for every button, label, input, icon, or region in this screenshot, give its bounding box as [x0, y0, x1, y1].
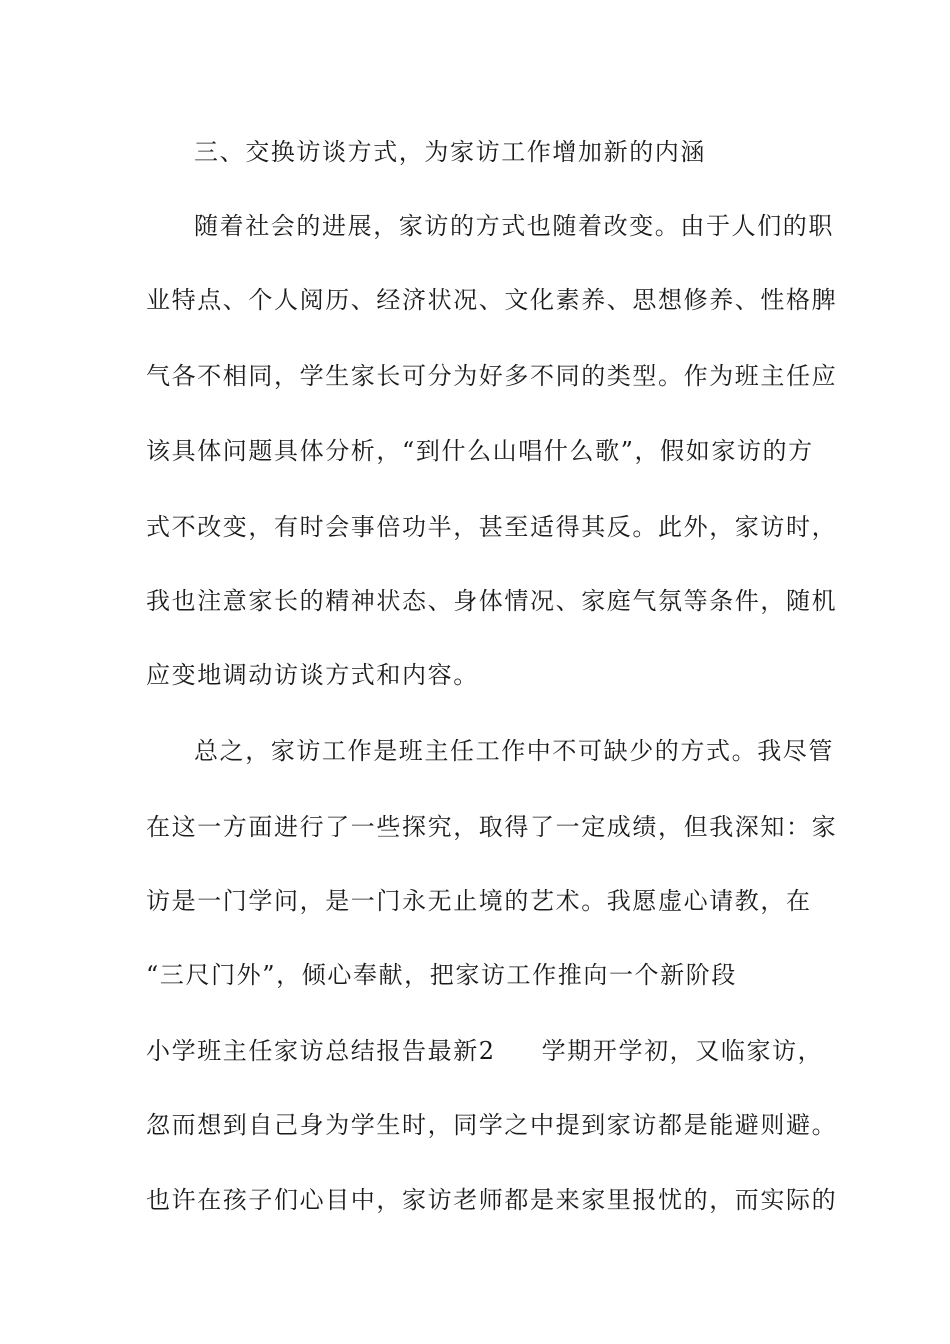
paragraph-line: 也许在孩子们心目中，家访老师都是来家里报忧的，而实际的 [146, 1186, 838, 1214]
paragraph-line: 随着社会的进展，家访的方式也随着改变。由于人们的职 [194, 212, 834, 240]
paragraph-line: 业特点、个人阅历、经济状况、文化素养、思想修养、性格脾 [146, 286, 838, 314]
paragraph-text: 学期开学初，又临家访， [541, 1037, 824, 1065]
paragraph-line: “三尺门外”，倾心奉献，把家访工作推向一个新阶段 [146, 961, 737, 989]
paragraph-line: 访是一门学问，是一门永无止境的艺术。我愿虚心请教，在 [146, 887, 812, 915]
paragraph-line: 在这一方面进行了一些探究，取得了一定成绩，但我深知：家 [146, 813, 838, 841]
paragraph-line: 应变地调动访谈方式和内容。 [146, 661, 479, 689]
paragraph-line: 该具体问题具体分析，“到什么山唱什么歌”，假如家访的方 [146, 437, 814, 465]
paragraph-line: 气各不相同，学生家长可分为好多不同的类型。作为班主任应 [146, 362, 838, 390]
paragraph-line: 忽而想到自己身为学生时，同学之中提到家访都是能避则避。 [146, 1111, 838, 1139]
report-title-line [146, 1036, 824, 1066]
paragraph-line: 总之，家访工作是班主任工作中不可缺少的方式。我尽管 [194, 737, 834, 765]
paragraph-line: 我也注意家长的精神状态、身体情况、家庭气氛等条件，随机 [146, 587, 838, 615]
section-heading: 三、交换访谈方式，为家访工作增加新的内涵 [194, 138, 706, 166]
report-title: 小学班主任家访总结报告最新2 [146, 1037, 496, 1065]
paragraph-line: 式不改变，有时会事倍功半，甚至适得其反。此外，家访时， [146, 513, 838, 541]
